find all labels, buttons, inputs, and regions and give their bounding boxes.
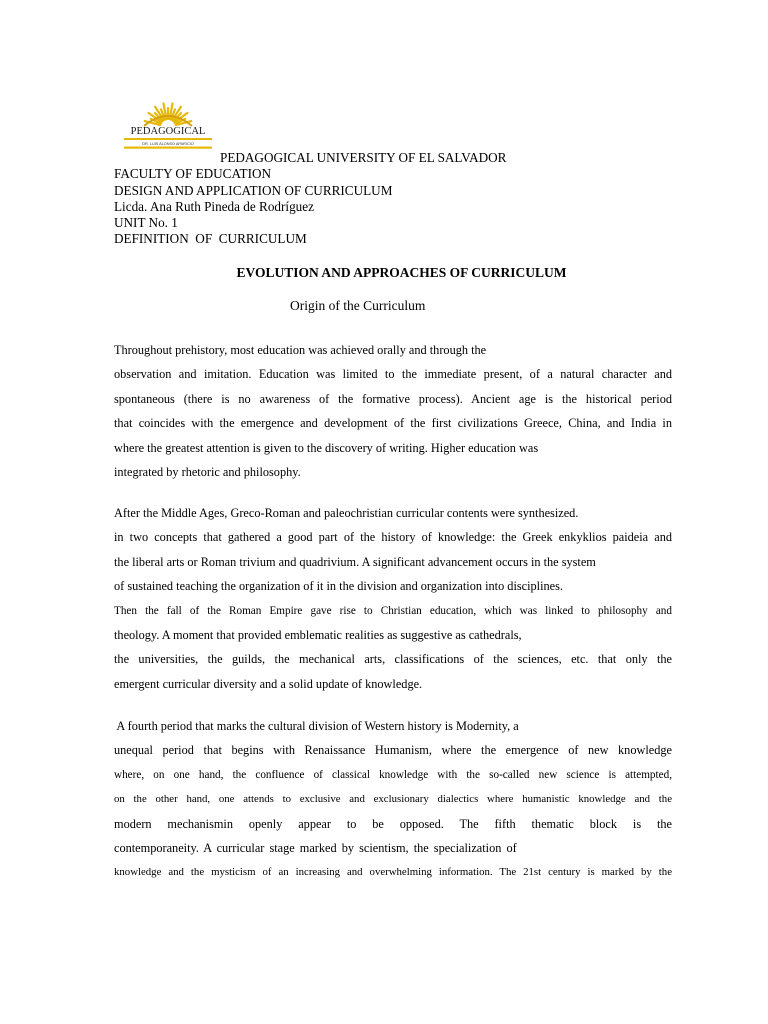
logo-text: PEDAGOGICAL: [130, 126, 206, 137]
unit-number: UNIT No. 1: [114, 215, 178, 231]
paragraph-line: Throughout prehistory, most education was achieved orally and through the: [114, 343, 487, 357]
paragraph-line: that coincides with the emergence and development of the first civilizations Greece, China, and India in: [114, 416, 672, 431]
section-subtitle: Origin of the Curriculum: [290, 298, 426, 313]
rising-sun-icon: [118, 100, 218, 150]
paragraph-line: where the greatest attention is given to the discovery of writing. Higher education was: [114, 440, 539, 455]
unit-topic: DEFINITION OF CURRICULUM: [114, 231, 307, 247]
document-header: [114, 150, 506, 248]
paragraph-line: observation and imitation. Education was limited to the immediate present, of a natural character and: [114, 367, 672, 382]
paragraph-middle-ages: [114, 501, 672, 696]
paragraph-line: theology. A moment that provided emblematic realities as suggestive as cathedrals,: [114, 627, 522, 642]
paragraph-line: modern mechanismin openly appear to be opposed. The fifth thematic block is the: [114, 816, 672, 831]
paragraph-line: contemporaneity. A curricular stage marked by scientism, the specialization of: [114, 840, 517, 855]
paragraph-line: knowledge and the mysticism of an increasing and overwhelming information. The 21st century is marked by the: [114, 866, 672, 879]
course-name: DESIGN AND APPLICATION OF CURRICULUM: [114, 182, 393, 198]
paragraph-line: unequal period that begins with Renaissance Humanism, where the emergence of new knowledge: [114, 743, 672, 758]
paragraph-line: where, on one hand, the confluence of classical knowledge with the so-called new science is attempted,: [114, 768, 672, 781]
logo-subtext: DR. LUIS ALONSO APARICIO: [142, 142, 194, 146]
paragraph-line: Then the fall of the Roman Empire gave rise to Christian education, which was linked to philosophy and: [114, 604, 672, 617]
paragraph-line: A fourth period that marks the cultural division of Western history is Modernity, a: [114, 719, 519, 733]
professor-name: Licda. Ana Ruth Pineda de Rodríguez: [114, 198, 314, 214]
paragraph-line: emergent curricular diversity and a solid update of knowledge.: [114, 676, 423, 691]
paragraph-line: of sustained teaching the organization of it in the division and organization into disciplines.: [114, 579, 563, 594]
document-title: EVOLUTION AND APPROACHES OF CURRICULUM: [236, 265, 567, 280]
paragraph-line: in two concepts that gathered a good part of the history of knowledge: the Greek enkyklios paideia and: [114, 530, 672, 545]
university-name: PEDAGOGICAL UNIVERSITY OF EL SALVADOR: [220, 150, 507, 165]
faculty-name: FACULTY OF EDUCATION: [114, 166, 272, 182]
paragraph-line: integrated by rhetoric and philosophy.: [114, 464, 301, 479]
paragraph-line: the universities, the guilds, the mechanical arts, classifications of the sciences, etc. that only the: [114, 652, 672, 667]
paragraph-line: After the Middle Ages, Greco-Roman and paleochristian curricular contents were synthesized.: [114, 506, 579, 520]
paragraph-line: the liberal arts or Roman trivium and quadrivium. A significant advancement occurs in the system: [114, 554, 596, 569]
paragraph-modernity: [114, 714, 672, 885]
paragraph-prehistory: [114, 338, 672, 484]
paragraph-line: on the other hand, one attends to exclusive and exclusionary dialectics where humanistic knowledge and the: [114, 793, 672, 806]
university-logo: [118, 100, 218, 150]
paragraph-line: spontaneous (there is no awareness of the formative process). Ancient age is the historical period: [114, 391, 672, 406]
